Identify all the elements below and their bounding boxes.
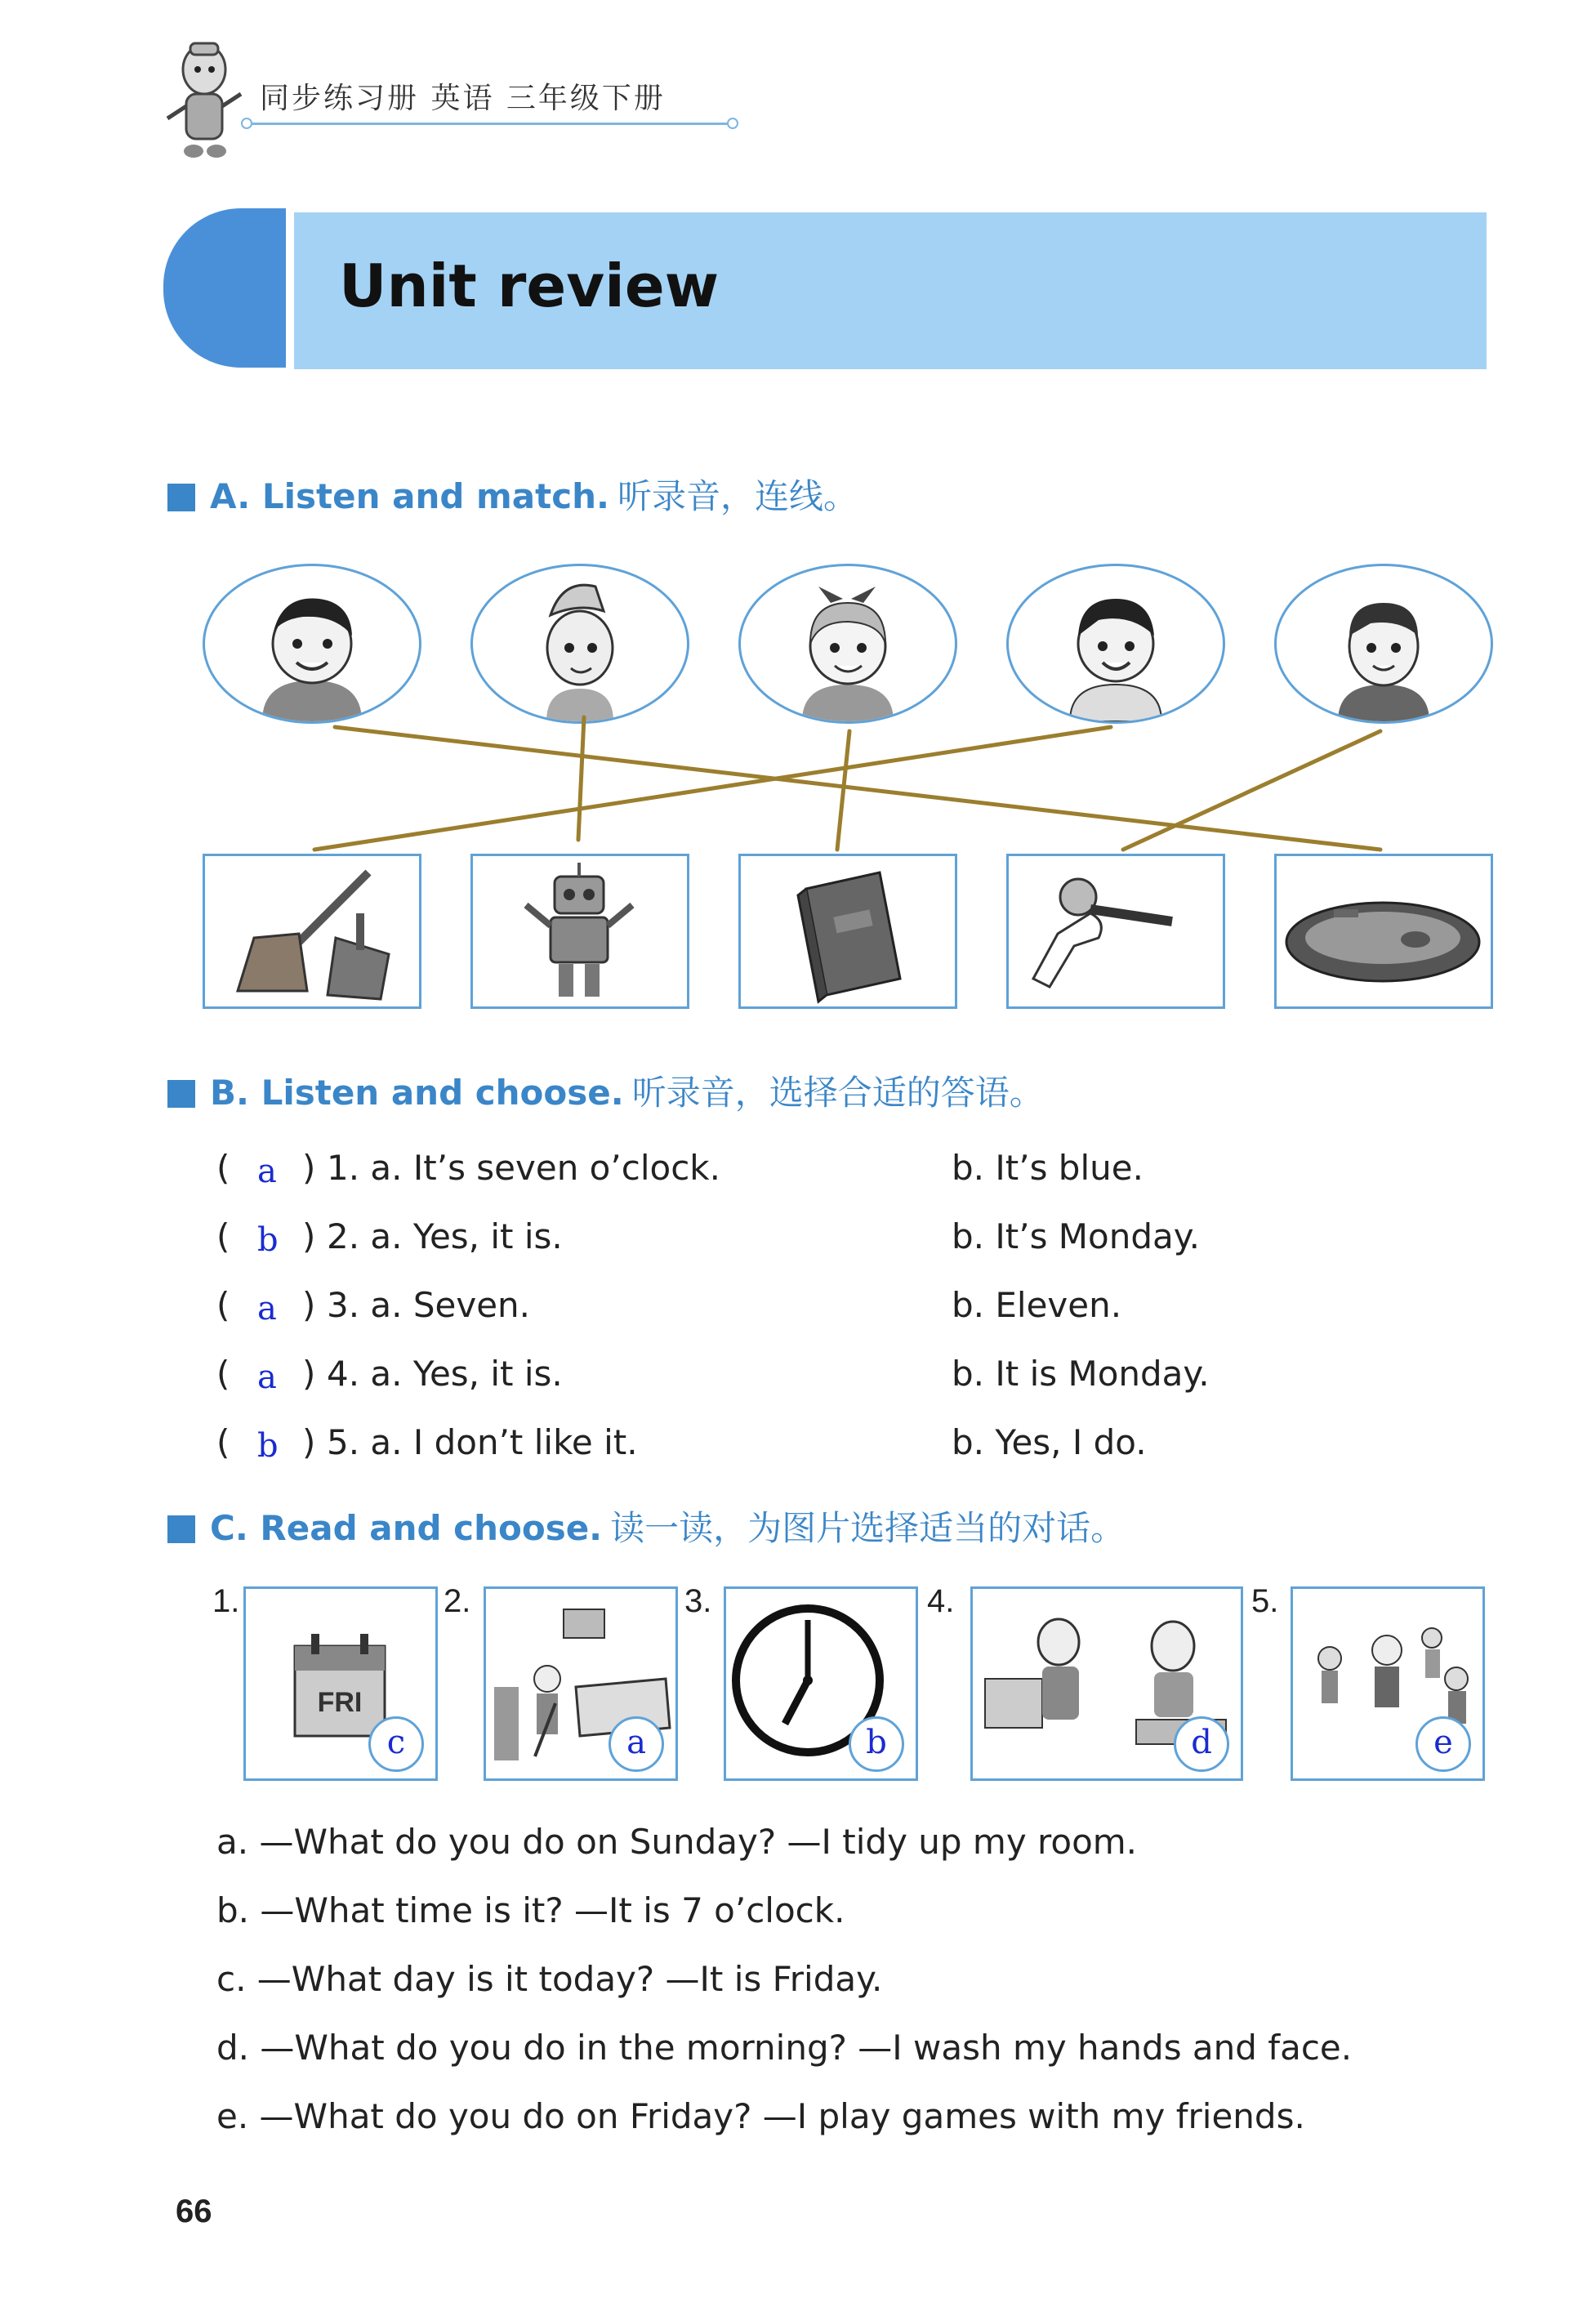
answer-blank[interactable]: a xyxy=(257,1153,277,1190)
option-b: b. It’s blue. xyxy=(952,1148,1144,1188)
section-a-heading xyxy=(167,470,858,519)
broom-icon xyxy=(205,856,419,1006)
section-b-title-cn: 听录音，选择合适的答语。 xyxy=(631,1073,1044,1113)
divider-dot xyxy=(727,118,738,129)
person-girl[interactable] xyxy=(738,564,957,724)
microphone-icon xyxy=(1009,856,1223,1006)
answer-circle[interactable]: b xyxy=(849,1716,904,1772)
header-divider xyxy=(245,123,735,125)
paren-open: ( xyxy=(216,1354,230,1394)
boy-face-icon xyxy=(1277,566,1491,721)
paren-open: ( xyxy=(216,1216,230,1256)
section-b-heading xyxy=(167,1066,1044,1115)
picture-clock[interactable] xyxy=(724,1586,918,1781)
object-pool[interactable] xyxy=(1274,854,1493,1009)
dialogue-option: b. —What time is it? —It is 7 o’clock. xyxy=(216,1890,845,1930)
robot-icon xyxy=(473,856,687,1006)
answer-blank[interactable]: a xyxy=(257,1359,277,1396)
picture-tidy-room[interactable] xyxy=(484,1586,678,1781)
object-microphone[interactable] xyxy=(1006,854,1225,1009)
answer-circle[interactable]: a xyxy=(609,1716,664,1772)
picture-friends[interactable] xyxy=(1291,1586,1485,1781)
section-c-title: C. Read and choose. xyxy=(210,1508,603,1548)
picture-number: 4. xyxy=(927,1583,955,1619)
paren-open: ( xyxy=(216,1285,230,1325)
section-a-title-cn: 听录音，连线。 xyxy=(617,476,858,516)
mascot-face-icon xyxy=(473,566,687,721)
match-line xyxy=(1123,731,1380,850)
answer-blank[interactable]: b xyxy=(257,1221,279,1259)
calendar-text: FRI xyxy=(317,1687,363,1718)
object-broom[interactable] xyxy=(203,854,421,1009)
option-a: 4. a. Yes, it is. xyxy=(327,1354,563,1394)
paren-close: ) xyxy=(302,1354,316,1394)
answer-circle[interactable]: e xyxy=(1415,1716,1471,1772)
section-marker xyxy=(167,1080,195,1108)
option-a: 2. a. Yes, it is. xyxy=(327,1216,563,1256)
paren-close: ) xyxy=(302,1216,316,1256)
person-boy-3[interactable] xyxy=(1274,564,1493,724)
answer-circle[interactable]: c xyxy=(368,1716,424,1772)
match-line xyxy=(314,727,1111,850)
option-b: b. Yes, I do. xyxy=(952,1422,1147,1462)
option-a: 5. a. I don’t like it. xyxy=(327,1422,638,1462)
match-line xyxy=(837,731,849,850)
object-robot[interactable] xyxy=(470,854,689,1009)
option-b: b. It is Monday. xyxy=(952,1354,1210,1394)
boy-face-icon xyxy=(205,566,419,721)
option-a: 1. a. It’s seven o’clock. xyxy=(327,1148,720,1188)
answer-blank[interactable]: b xyxy=(257,1427,279,1465)
section-c-heading xyxy=(167,1502,1125,1551)
picture-calendar[interactable] xyxy=(243,1586,438,1781)
match-line xyxy=(335,727,1380,850)
person-boy-1[interactable] xyxy=(203,564,421,724)
person-mascot-kid[interactable] xyxy=(470,564,689,724)
dialogue-option: c. —What day is it today? —It is Friday. xyxy=(216,1959,883,1999)
person-boy-2[interactable] xyxy=(1006,564,1225,724)
option-b: b. Eleven. xyxy=(952,1285,1122,1325)
dialogue-option: a. —What do you do on Sunday? —I tidy up my room. xyxy=(216,1822,1138,1862)
object-book[interactable] xyxy=(738,854,957,1009)
section-c-title-cn: 读一读，为图片选择适当的对话。 xyxy=(610,1508,1126,1548)
paren-open: ( xyxy=(216,1422,230,1462)
paren-close: ) xyxy=(302,1285,316,1325)
paren-close: ) xyxy=(302,1422,316,1462)
paren-close: ) xyxy=(302,1148,316,1188)
option-b: b. It’s Monday. xyxy=(952,1216,1200,1256)
answer-blank[interactable]: a xyxy=(257,1290,277,1327)
unit-title: Unit review xyxy=(339,252,720,320)
picture-number: 3. xyxy=(684,1583,712,1619)
picture-number: 1. xyxy=(212,1583,240,1619)
answer-circle[interactable]: d xyxy=(1174,1716,1229,1772)
mascot-icon xyxy=(159,37,249,167)
book-icon xyxy=(741,856,955,1006)
section-b-title: B. Listen and choose. xyxy=(210,1073,624,1113)
header-title: 同步练习册 英语 三年级下册 xyxy=(260,82,666,115)
match-line xyxy=(578,717,584,840)
paren-open: ( xyxy=(216,1148,230,1188)
section-a-title: A. Listen and match. xyxy=(210,476,609,516)
option-a: 3. a. Seven. xyxy=(327,1285,531,1325)
dialogue-option: d. —What do you do in the morning? —I wash my hands and face. xyxy=(216,2028,1353,2068)
picture-number: 2. xyxy=(444,1583,471,1619)
section-marker xyxy=(167,1515,195,1543)
divider-dot xyxy=(241,118,252,129)
pool-icon xyxy=(1277,856,1491,1006)
boy-face-icon xyxy=(1009,566,1223,721)
dialogue-option: e. —What do you do on Friday? —I play games with my friends. xyxy=(216,2096,1305,2136)
section-marker xyxy=(167,484,195,511)
picture-washing[interactable] xyxy=(970,1586,1243,1781)
banner-tab xyxy=(163,208,286,368)
girl-face-icon xyxy=(741,566,955,721)
page-number: 66 xyxy=(176,2193,212,2229)
picture-number: 5. xyxy=(1251,1583,1279,1619)
